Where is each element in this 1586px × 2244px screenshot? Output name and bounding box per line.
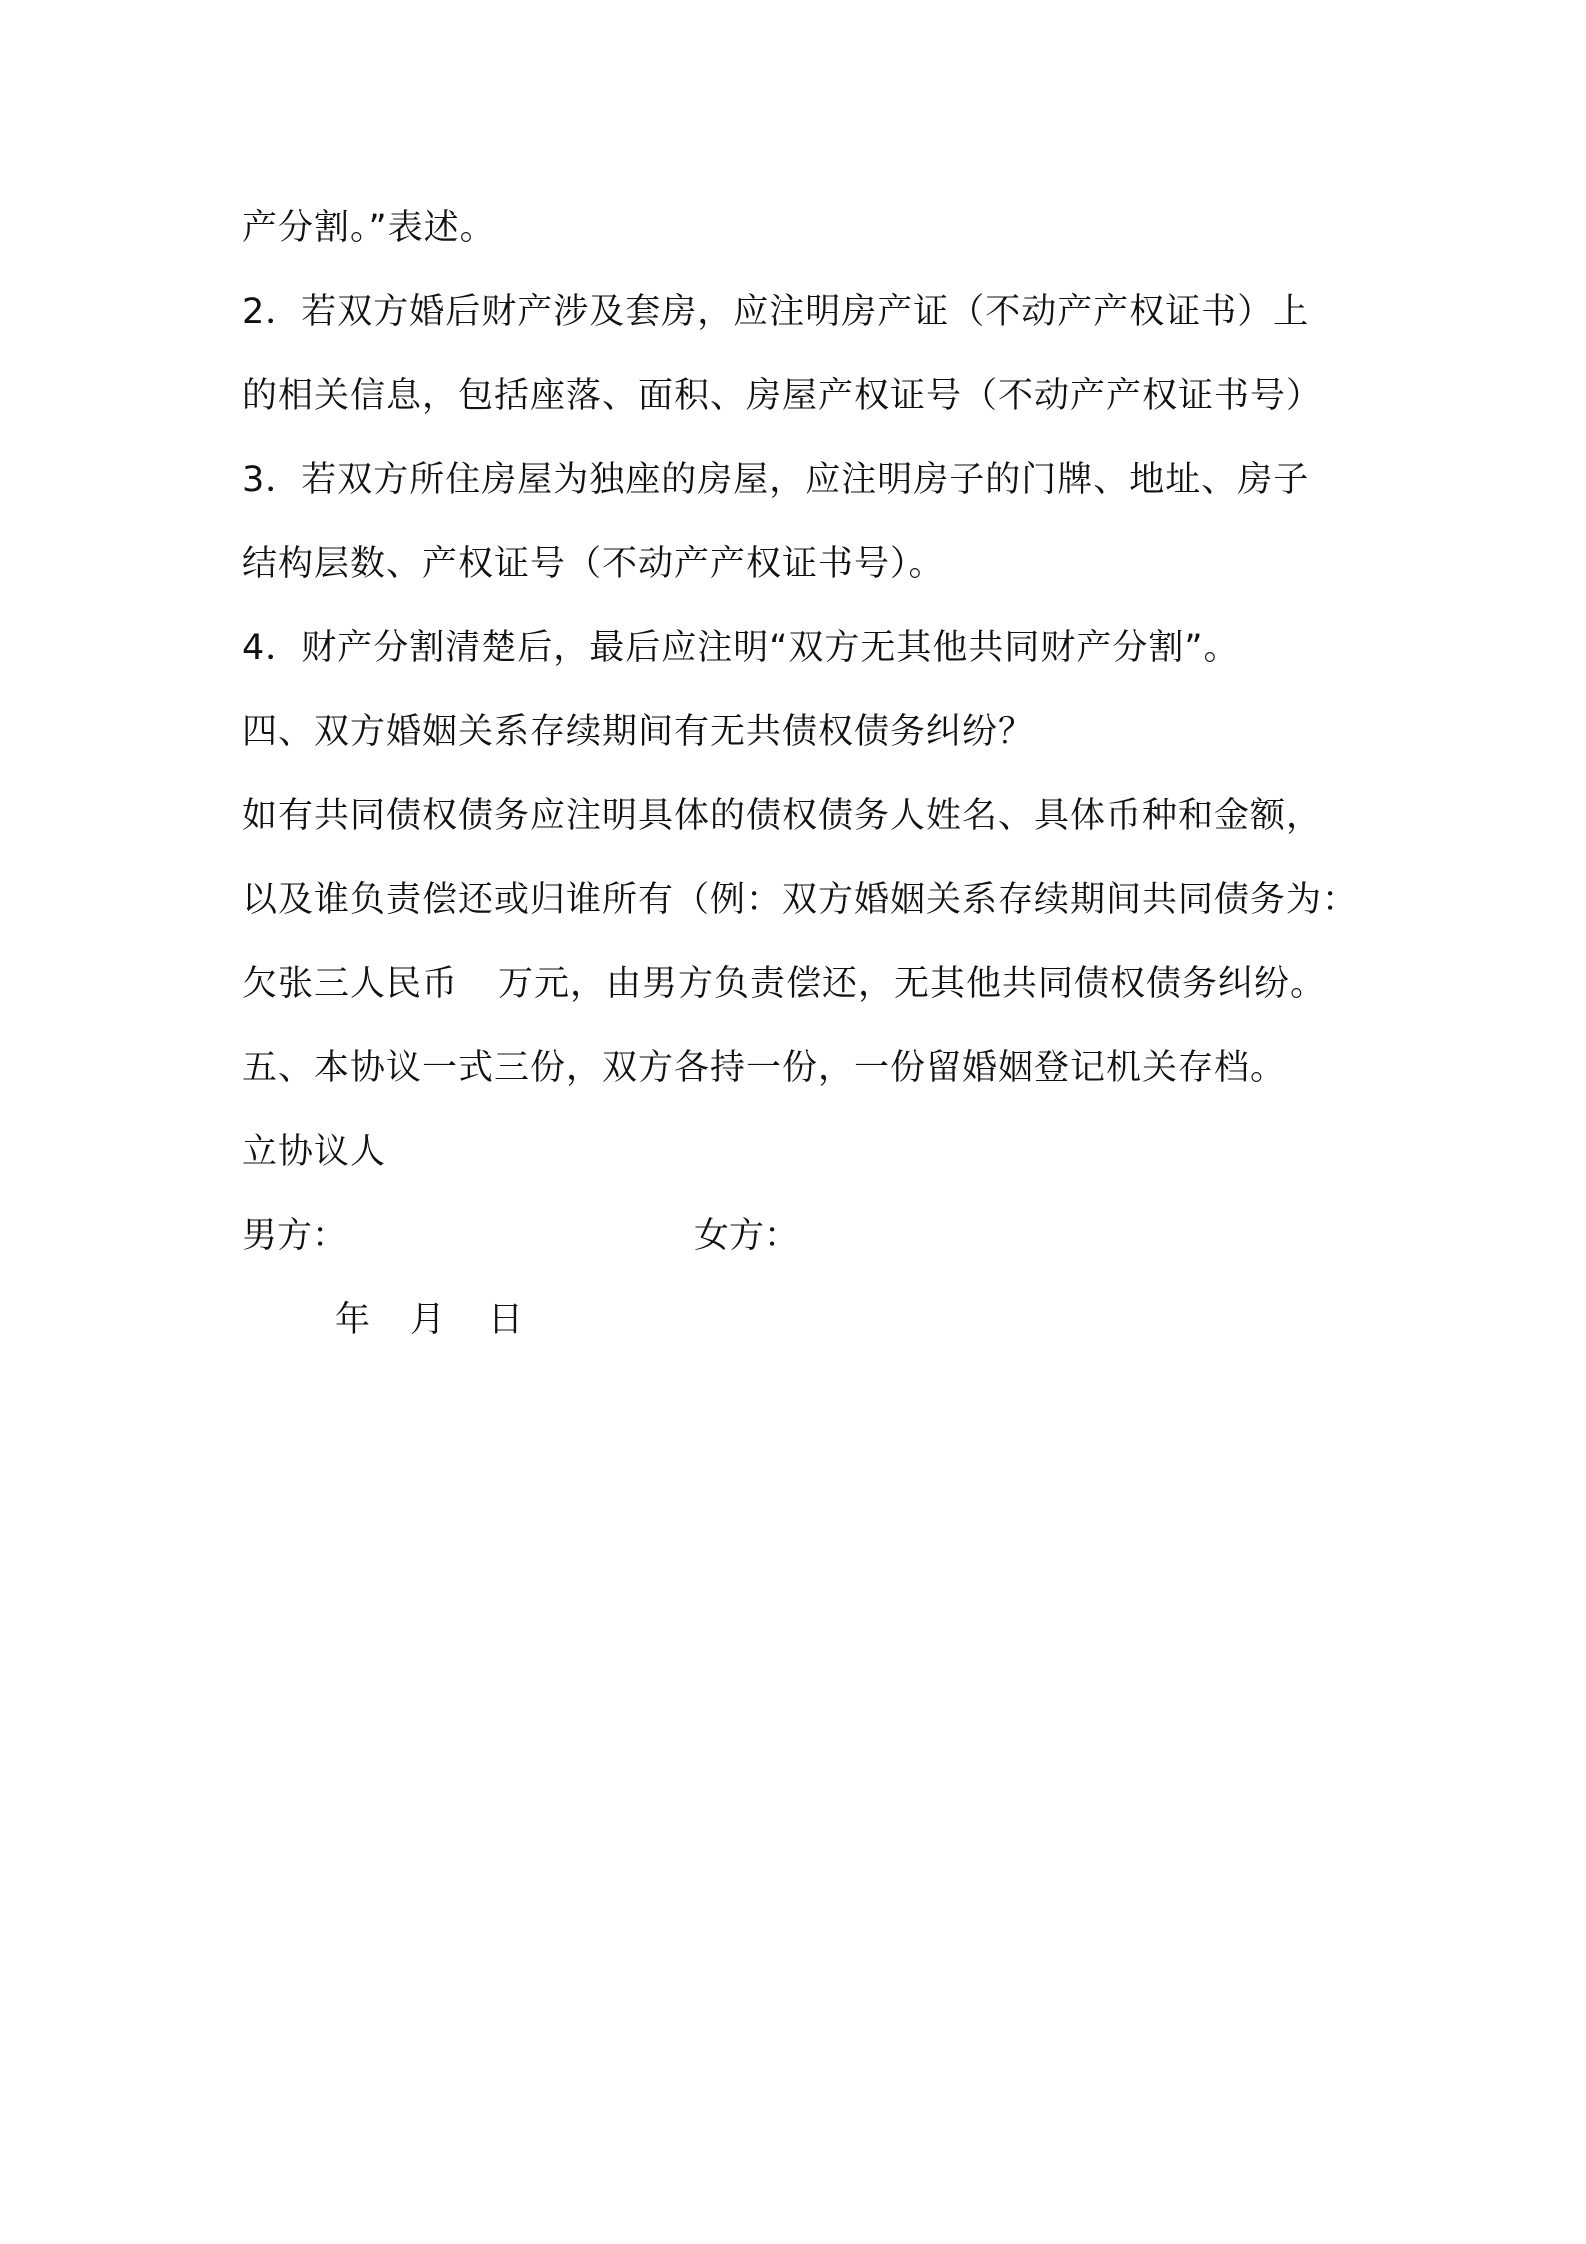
paragraph-line-4: 3．若双方所住房屋为独座的房屋，应注明房子的门牌、地址、房子	[242, 460, 1310, 500]
signatories-heading: 立协议人	[242, 1132, 387, 1172]
paragraph-line-5: 结构层数、产权证号（不动产产权证书号）。	[242, 544, 945, 584]
date-month: 月	[410, 1300, 446, 1340]
male-signature-label: 男方：	[242, 1216, 348, 1256]
date-year: 年	[335, 1300, 371, 1340]
section-heading-4: 四、双方婚姻关系存续期间有无共债权债务纠纷？	[242, 712, 1035, 752]
paragraph-line-8: 如有共同债权债务应注明具体的债权债务人姓名、具体币种和金额，	[242, 796, 1323, 836]
debt-line-suffix: 万元，由男方负责偿还，无其他共同债权债务纠纷。	[498, 964, 1327, 1004]
date-day: 日	[488, 1300, 524, 1340]
paragraph-line-1: 产分割。”表述。	[242, 208, 496, 248]
paragraph-line-2: 2．若双方婚后财产涉及套房，应注明房产证（不动产产权证书）上	[242, 292, 1310, 332]
paragraph-line-3: 的相关信息，包括座落、面积、房屋产权证号（不动产产权证书号）	[242, 376, 1323, 416]
debt-line-prefix: 欠张三人民币	[242, 964, 459, 1004]
debt-line	[242, 960, 1326, 1008]
paragraph-line-6: 4．财产分割清楚后，最后应注明“双方无其他共同财产分割”。	[242, 628, 1240, 668]
section-heading-5: 五、本协议一式三份，双方各持一份，一份留婚姻登记机关存档。	[242, 1048, 1287, 1088]
paragraph-line-9: 以及谁负责偿还或归谁所有（例：双方婚姻关系存续期间共同债务为：	[242, 880, 1359, 920]
female-signature-label: 女方：	[694, 1216, 800, 1256]
